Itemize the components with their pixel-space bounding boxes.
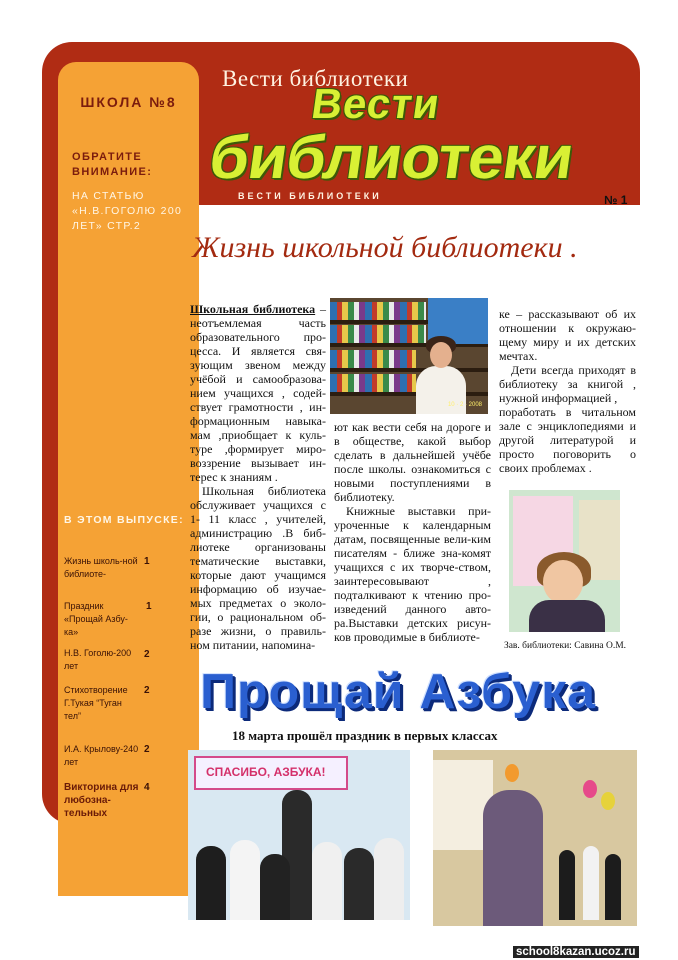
masthead-small-title: Вести библиотеки bbox=[222, 66, 409, 91]
toc-item-title: Жизнь школь-ной библиоте- bbox=[64, 556, 138, 579]
issue-number: № 1 bbox=[604, 193, 628, 207]
toc-item[interactable] bbox=[64, 647, 192, 673]
azbuka-subtitle: 18 марта прошёл праздник в первых классах bbox=[232, 728, 498, 743]
azbuka-title: Прощай Азбука bbox=[200, 665, 597, 719]
banner-text: СПАСИБО, АЗБУКА! bbox=[206, 765, 326, 779]
paragraph: Школьная библиотека обслуживает учащихся с 1- 11 класс , учителей, администрацию .В биб-лиотеке организованы тематические выставки, которые дают учащимся информацию об изучае-мых предметах о эколо-гии, о рациональном об-разе жизни, о правиль-ном питании, напомина- bbox=[190, 484, 326, 652]
classroom-photo bbox=[433, 750, 637, 926]
school-name: ШКОЛА №8 bbox=[80, 94, 177, 110]
attention-text: НА СТАТЬЮ «Н.В.ГОГОЛЮ 200 ЛЕТ» СТР.2 bbox=[72, 190, 183, 232]
toc-item-page: 4 bbox=[144, 782, 150, 793]
paragraph: ке – рассказывают об их отношении к окружаю-щему миру и их детских мечтах. bbox=[499, 307, 636, 363]
toc-title: В ЭТОМ ВЫПУСКЕ: bbox=[64, 514, 184, 526]
toc-item[interactable] bbox=[64, 781, 192, 820]
toc-item[interactable] bbox=[64, 555, 192, 581]
toc-item-page: 1 bbox=[144, 556, 150, 567]
girl-photo bbox=[509, 490, 620, 632]
lead-term: Школьная библиотека bbox=[190, 302, 316, 316]
attention-title: ОБРАТИТЕ ВНИМАНИЕ: bbox=[72, 151, 153, 178]
toc-item-title: И.А. Крылову-240 лет bbox=[64, 744, 139, 767]
paragraph: Дети всегда приходят в библиотеку за книгой , нужной информацией , bbox=[499, 363, 636, 405]
photo-banner bbox=[194, 756, 348, 790]
toc-item-page: 2 bbox=[144, 649, 150, 660]
photo-stamp: 10 · 2 · 2008 bbox=[447, 402, 482, 408]
toc-item-title: Викторина для любозна-тельных bbox=[64, 782, 139, 819]
masthead-subtitle: ВЕСТИ БИБЛИОТЕКИ bbox=[238, 191, 382, 201]
paragraph: поработать в читальном зале с энциклопедиями и другой литературой и просто поговорить о своих проблемах . bbox=[499, 405, 636, 475]
article-column-1 bbox=[190, 302, 326, 652]
toc-item-title: Стихотворение Г.Тукая “Туган тел” bbox=[64, 685, 128, 721]
masthead-title-line2: библиотеки bbox=[205, 122, 578, 192]
toc-item-page: 2 bbox=[144, 744, 150, 755]
article-column-3 bbox=[499, 307, 636, 475]
toc-item-title: Праздник «Прощай Азбу-ка» bbox=[64, 601, 128, 637]
toc-item-page: 1 bbox=[146, 601, 152, 612]
paragraph: ют как вести себя на дороге и в обществе, какой выбор сделать в дальнейшей учёбе после школы. ознакомиться с новыми поступлениями в библиотеку. bbox=[334, 420, 491, 504]
toc-item[interactable] bbox=[64, 684, 192, 723]
photo-caption: Зав. библиотеки: Савина О.М. bbox=[503, 641, 627, 651]
sidebar bbox=[58, 62, 199, 896]
librarian-photo bbox=[330, 298, 488, 414]
masthead-title-line1: Вести bbox=[308, 80, 444, 127]
toc-item-page: 2 bbox=[144, 685, 150, 696]
paragraph-text: –неотъемлемая часть образовательного про-цесса. И является свя-зующим звеном между учёбой и самообразова-нием учащихся , содей-ствует грамотности , ин-формационным навыка-мам ,приобщает к куль-туре ,формирует миро-воззрение вызывает ин-терес к знаниям . bbox=[190, 302, 326, 484]
article-column-2 bbox=[334, 420, 491, 644]
toc-item[interactable] bbox=[64, 743, 192, 769]
toc-item[interactable] bbox=[64, 600, 192, 639]
toc-item-title: Н.В. Гоголю-200 лет bbox=[64, 648, 132, 671]
children-photo bbox=[188, 750, 410, 920]
site-url[interactable]: school8kazan.ucoz.ru bbox=[513, 946, 639, 958]
article-headline: Жизнь школьной библиотеки . bbox=[192, 231, 578, 264]
paragraph bbox=[190, 302, 326, 484]
paragraph: Книжные выставки при-уроченные к календарным датам, посвященные вели-ким писателям - ближе зна-комят учащихся с их творче-ством, заинтересовывают , подталкивают к чтению про-изведений данного авто-ра.Выставки детских рисун-ков проводимые в библиоте- bbox=[334, 504, 491, 644]
